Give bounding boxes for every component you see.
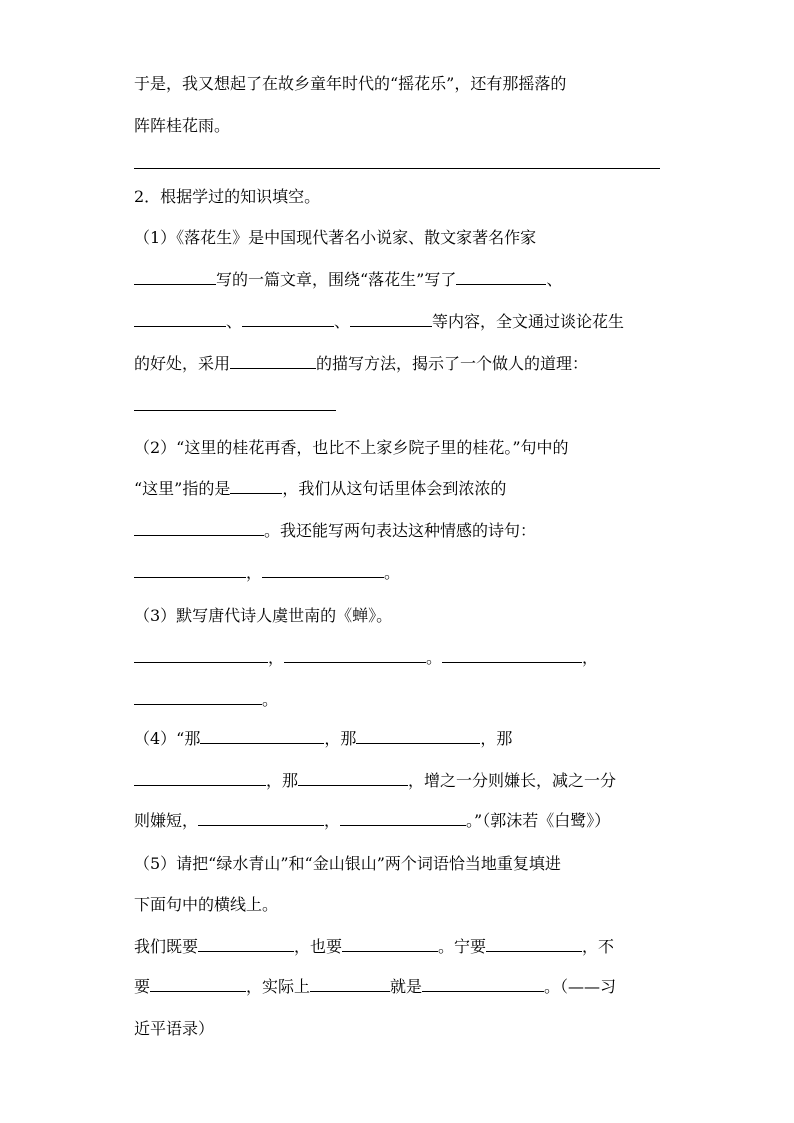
text: 的描写方法，揭示了一个做人的道理： [316,354,589,373]
text: ，增之一分则嫌长，减之一分 [408,771,617,790]
q2-2-line-4 [134,561,400,585]
text: ，不 [582,937,615,956]
text: ， [268,648,285,667]
text: ，我们从这句话里体会到浓浓的 [282,479,507,498]
text: （4）“那 [134,729,201,748]
text: 就是 [390,977,423,996]
q2-5-line-5: 近平语录） [134,1019,215,1038]
text: 。 [262,690,279,709]
q2-2-line-2 [134,477,506,501]
text: 的好处，采用 [134,354,231,373]
q2-1-line-4 [134,352,588,376]
q2-1-line-3 [134,310,624,334]
answer-blank[interactable] [350,310,432,327]
answer-blank[interactable] [340,809,466,826]
answer-blank[interactable] [134,646,268,663]
answer-blank[interactable] [442,646,582,663]
text: 、 [546,270,563,289]
q2-1-line-2 [134,268,562,292]
answer-blank[interactable] [284,646,426,663]
answer-blank[interactable] [134,268,216,285]
text: ，那 [266,771,299,790]
divider-line [134,168,660,169]
text: 写的一篇文章，围绕“落花生”写了 [216,270,457,289]
answer-blank[interactable] [150,975,246,992]
answer-blank[interactable] [134,519,264,536]
answer-blank[interactable] [134,769,266,786]
q2-4-line-3 [134,809,610,833]
text: 。”（郭沫若《白鹭》） [466,811,611,830]
text: 则嫌短， [134,811,199,830]
q2-5-line-1: （5）请把“绿水青山”和“金山银山”两个词语恰当地重复填进 [134,854,561,873]
q2-3-line-1: （3）默写唐代诗人虞世南的《蝉》。 [134,606,393,625]
answer-blank[interactable] [134,561,246,578]
answer-blank[interactable] [200,727,324,744]
intro-line-2: 阵阵桂花雨。 [134,116,231,135]
answer-blank[interactable] [298,769,408,786]
answer-blank[interactable] [342,935,438,952]
text: 。 [426,648,443,667]
text: “这里”指的是 [134,479,231,498]
text: ，实际上 [246,977,311,996]
answer-blank[interactable] [486,935,582,952]
text: ， [246,563,263,582]
answer-blank[interactable] [198,809,324,826]
answer-blank[interactable] [262,561,384,578]
q2-4-line-2 [134,769,616,793]
intro-line-1: 于是，我又想起了在故乡童年时代的“摇花乐”，还有那摇落的 [134,74,567,93]
text: 。我还能写两句表达这种情感的诗句： [264,521,537,540]
text: ，那 [324,729,357,748]
answer-blank[interactable] [134,394,336,411]
q2-2-line-1: （2）“这里的桂花再香，也比不上家乡院子里的桂花。”句中的 [134,438,569,457]
text: 、 [334,312,351,331]
answer-blank[interactable] [134,688,262,705]
text: ， [582,648,599,667]
answer-blank[interactable] [356,727,480,744]
q2-5-line-4 [134,975,616,999]
answer-blank[interactable] [230,477,282,494]
q2-5-line-3 [134,935,614,959]
answer-blank[interactable] [456,268,546,285]
q2-1-line-5 [134,394,336,418]
q2-5-line-2: 下面句中的横线上。 [134,895,279,914]
q2-3-line-3 [134,688,278,712]
answer-blank[interactable] [230,352,316,369]
q2-1-line-1: （1）《落花生》是中国现代著名小说家、散文家著名作家 [134,228,537,247]
answer-blank[interactable] [422,975,544,992]
text: ，那 [480,729,513,748]
text: 。宁要 [438,937,487,956]
q2-4-line-1 [134,727,512,751]
text: 等内容，全文通过谈论花生 [432,312,625,331]
text: 。（——习 [544,977,617,996]
text: ， [324,811,341,830]
text: 、 [226,312,243,331]
answer-blank[interactable] [242,310,334,327]
answer-blank[interactable] [310,975,390,992]
question-2-title: 2．根据学过的知识填空。 [134,187,321,206]
answer-blank[interactable] [198,935,294,952]
text: ，也要 [294,937,343,956]
answer-blank[interactable] [134,310,226,327]
q2-3-line-2 [134,646,598,670]
text: 。 [384,563,401,582]
text: 要 [134,977,151,996]
q2-2-line-3 [134,519,536,543]
text: 我们既要 [134,937,199,956]
